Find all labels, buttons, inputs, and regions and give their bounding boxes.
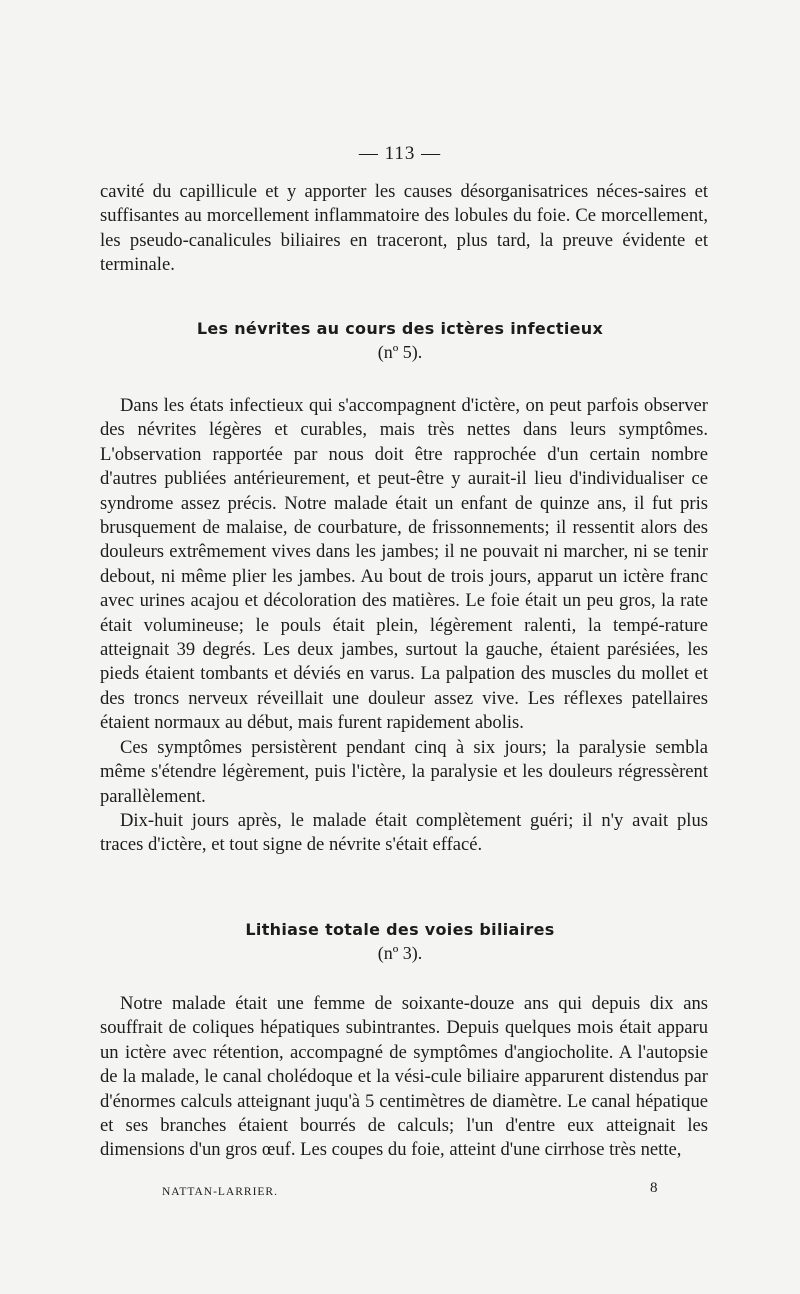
section-2-body bbox=[100, 992, 708, 1163]
section-1-paragraph-3: Dix-huit jours après, le malade était complètement guéri; il n'y avait plus traces d'ictère, et tout signe de névrite s'était effacé. bbox=[100, 809, 708, 856]
author-footer: NATTAN-LARRIER. bbox=[162, 1186, 278, 1198]
section-2-title: Lithiase totale des voies biliaires bbox=[245, 920, 555, 939]
page-number: — 113 — bbox=[358, 143, 442, 164]
signature-mark: 8 bbox=[650, 1180, 658, 1196]
intro-text: cavité du capillicule et y apporter les causes désorganisatrices néces-saires et suffisantes au morcellement inflammatoire des lobules du foie. Ce morcellement, les pseudo-canalicules biliaires en traceront, plus tard, la preuve évidente et terminale. bbox=[100, 181, 708, 276]
section-2-paragraph-1: Notre malade était une femme de soixante-douze ans qui depuis dix ans souffrait de coliques hépatiques subintrantes. Depuis quelques mois était apparu un ictère avec rétention, accompagné de symptômes d'angiocholite. A l'autopsie de la malade, le canal cholédoque et la vési-cule biliaire apparurent distendus par d'énormes calculs atteignant juqu'à 5 centimètres de diamètre. Le canal hépatique et ses branches étaient bourrés de calculs; l'un d'entre eux atteignait les dimensions d'un gros œuf. Les coupes du foie, atteint d'une cirrhose très nette, bbox=[100, 993, 708, 1161]
section-1-subtitle: (nº 5). bbox=[377, 342, 423, 362]
section-1-paragraph-2: Ces symptômes persistèrent pendant cinq à six jours; la paralysie sembla même s'étendre légèrement, puis l'ictère, la paralysie et les douleurs régressèrent parallèlement. bbox=[100, 736, 708, 807]
section-2-subtitle: (nº 3). bbox=[377, 943, 423, 963]
section-1-title: Les névrites au cours des ictères infectieux bbox=[196, 319, 604, 338]
intro-paragraph bbox=[100, 180, 708, 278]
section-1-body bbox=[100, 394, 708, 858]
section-1-paragraph-1: Dans les états infectieux qui s'accompagnent d'ictère, on peut parfois observer des névrites légères et curables, mais très nettes dans leurs symptômes. L'observation rapportée par nous doit être rapprochée d'un certain nombre d'autres publiées antérieurement, et peut-être y aurait-il lieu d'individualiser ce syndrome assez précis. Notre malade était un enfant de quinze ans, il fut pris brusquement de malaise, de courbature, de frissonnements; il ressentit alors des douleurs extrêmement vives dans les jambes; il ne pouvait ni marcher, ni se tenir debout, ni même plier les jambes. Au bout de trois jours, apparut un ictère franc avec urines acajou et décoloration des matières. Le foie était un peu gros, la rate était volumineuse; le pouls était plein, légèrement ralenti, la tempé-rature atteignait 39 degrés. Les deux jambes, surtout la gauche, étaient parésiées, les pieds étaient tombants et déviés en varus. La palpation des muscles du mollet et des troncs nerveux réveillait une douleur assez vive. Les réflexes patellaires étaient normaux au début, mais furent rapidement abolis. bbox=[100, 395, 708, 734]
